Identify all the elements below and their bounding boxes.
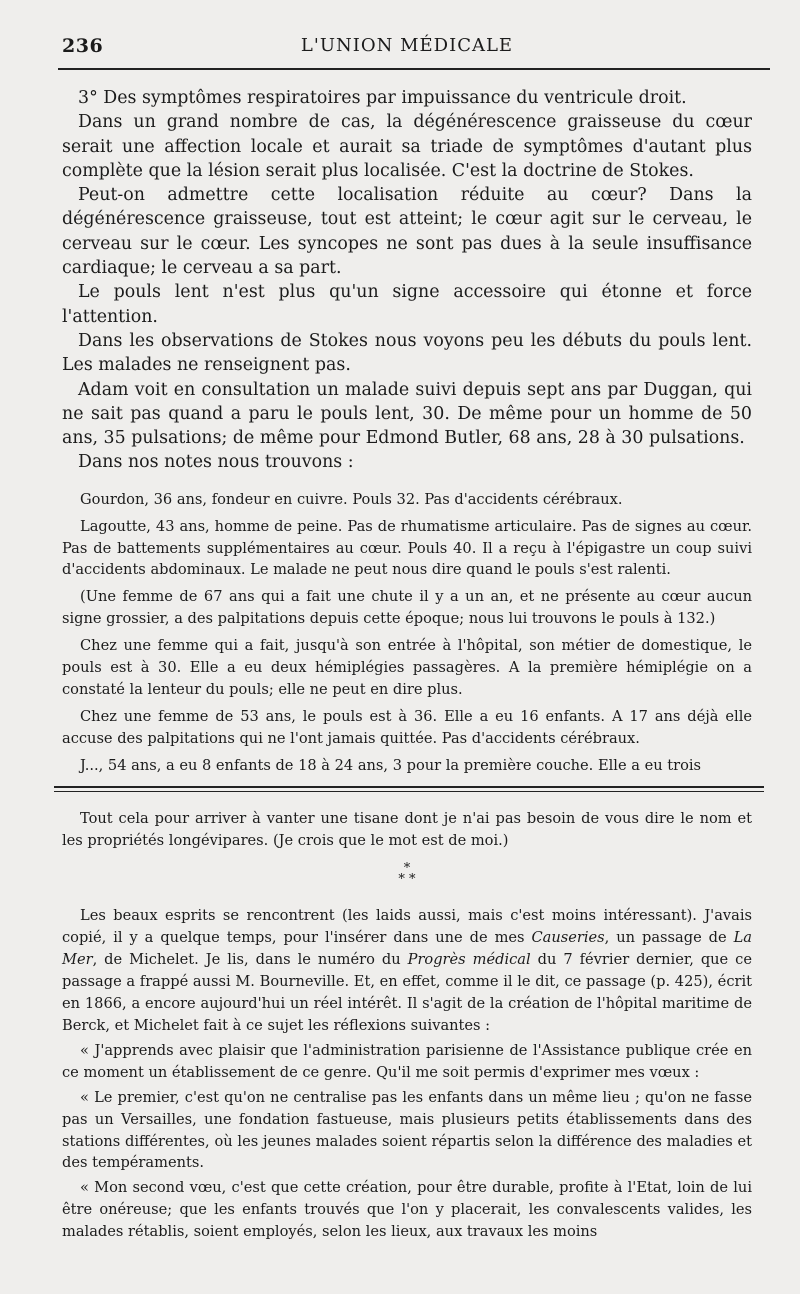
asterism-bottom: * *: [398, 872, 416, 888]
case-note: Chez une femme de 53 ans, le pouls est à 36. Elle a eu 16 enfants. A 17 ans déjà elle accuse des palpitations qui ne l'ont jamais quittée. Pas d'accidents cérébraux.: [62, 707, 752, 747]
feuilleton-section: [62, 808, 752, 1243]
quotation-paragraph: « Le premier, c'est qu'on ne centralise pas les enfants dans un même lieu ; qu'on ne fasse pas un Versailles, une fondation fastueuse, mais plusieurs petits établissements dans des stations différentes, où les jeunes malades soient répartis selon la différence des maladies et des tempéraments.: [62, 1088, 752, 1172]
paragraph: 3° Des symptômes respiratoires par impuissance du ventricule droit.: [78, 88, 687, 108]
case-notes: [62, 489, 752, 777]
italic-title: La Mer: [62, 929, 752, 969]
case-note: Lagoutte, 43 ans, homme de peine. Pas de rhumatisme articulaire. Pas de signes au cœur. Pas de battements supplémentaires au cœur. Pouls 40. Il a reçu à l'épigastre un coup suivi d'accidents abdominaux. Le malade ne peut nous dire quand le pouls s'est ralenti.: [62, 517, 752, 579]
case-note: J..., 54 ans, a eu 8 enfants de 18 à 24 ans, 3 pour la première couche. Elle a eu trois: [80, 756, 702, 774]
feuilleton-intro: Tout cela pour arriver à vanter une tisane dont je n'ai pas besoin de vous dire le nom et les propriétés longévipares. (Je crois que le mot est de moi.): [62, 809, 752, 849]
paragraph: Dans les observations de Stokes nous voyons peu les débuts du pouls lent. Les malades ne renseignent pas.: [62, 330, 752, 376]
case-note: Gourdon, 36 ans, fondeur en cuivre. Pouls 32. Pas d'accidents cérébraux.: [80, 490, 623, 508]
italic-title: Progrès médical: [407, 951, 531, 969]
paragraph: Peut-on admettre cette localisation réduite au cœur? Dans la dégénérescence graisseuse, tout est atteint; le cœur agit sur le cerveau, le cerveau sur le cœur. Les syncopes ne sont pas dues à la seule insuffisance cardiaque; le cerveau a sa part.: [62, 185, 752, 279]
text-run: , un passage de: [604, 929, 734, 947]
case-note: (Une femme de 67 ans qui a fait une chute il y a un an, et ne présente au cœur aucun signe grossier, a des palpitations depuis cette époque; nous lui trouvons le pouls à 132.): [62, 588, 752, 628]
feuilleton-paragraph: [62, 905, 752, 1036]
text-run: Les beaux esprits se rencontrent (les laids aussi, mais c'est moins intéressant). J'avais copié, il y a quelque temps, pour l'insérer dans une de mes: [62, 907, 752, 947]
quotation-paragraph: « J'apprends avec plaisir que l'administration parisienne de l'Assistance publique crée en ce moment un établissement de ce genre. Qu'il me soit permis d'exprimer mes vœux :: [62, 1041, 752, 1081]
paragraph: Dans un grand nombre de cas, la dégénérescence graisseuse du cœur serait une affection locale et aurait sa triade de symptômes d'autant plus complète que la lésion serait plus localisée. C'est la doctrine de Stokes.: [62, 112, 752, 181]
italic-title: Causeries: [531, 929, 605, 947]
paragraph: Le pouls lent n'est plus qu'un signe accessoire qui étonne et force l'attention.: [62, 282, 752, 327]
page-number: 236: [62, 35, 104, 57]
paragraph: Adam voit en consultation un malade suivi depuis sept ans par Duggan, qui ne sait pas quand a paru le pouls lent, 30. De même pour un homme de 50 ans, 35 pulsations; de même pour Edmond Butler, 68 ans, 28 à 30 pulsations.: [62, 379, 752, 449]
asterism-top: *: [403, 861, 411, 877]
page-header: [62, 0, 752, 62]
text-run: du 7 février dernier, que ce passage a frappé aussi M. Bourneville. Et, en effet, comme il le dit, ce passage (p. 425), écrit en 1866, a encore aujourd'hui un réel intérêt. Il s'agit de la création de l'hôpital maritime de Berck, et Michelet fait à ce sujet les réflexions suivantes :: [62, 951, 752, 1034]
paragraph: Dans nos notes nous trouvons :: [78, 452, 354, 473]
feuilleton-divider: [54, 786, 764, 792]
text-run: , de Michelet. Je lis, dans le numéro du: [92, 951, 408, 969]
quotation-paragraph: « Mon second vœu, c'est que cette création, pour être durable, profite à l'Etat, loin de lui être onéreuse; que les enfants trouvés que l'on y placerait, les convalescents valides, les malades rétablis, soient employés, selon les lieux, aux travaux les moins: [62, 1179, 752, 1241]
running-title: L'UNION MÉDICALE: [300, 35, 514, 56]
case-note: Chez une femme qui a fait, jusqu'à son entrée à l'hôpital, son métier de domestique, le pouls est à 30. Elle a eu deux hémiplégies passagères. A la première hémiplégie on a constaté la lenteur du pouls; elle ne peut en dire plus.: [62, 637, 752, 698]
header-rule: [58, 68, 770, 70]
main-article: [62, 86, 752, 475]
asterism: [62, 861, 752, 888]
